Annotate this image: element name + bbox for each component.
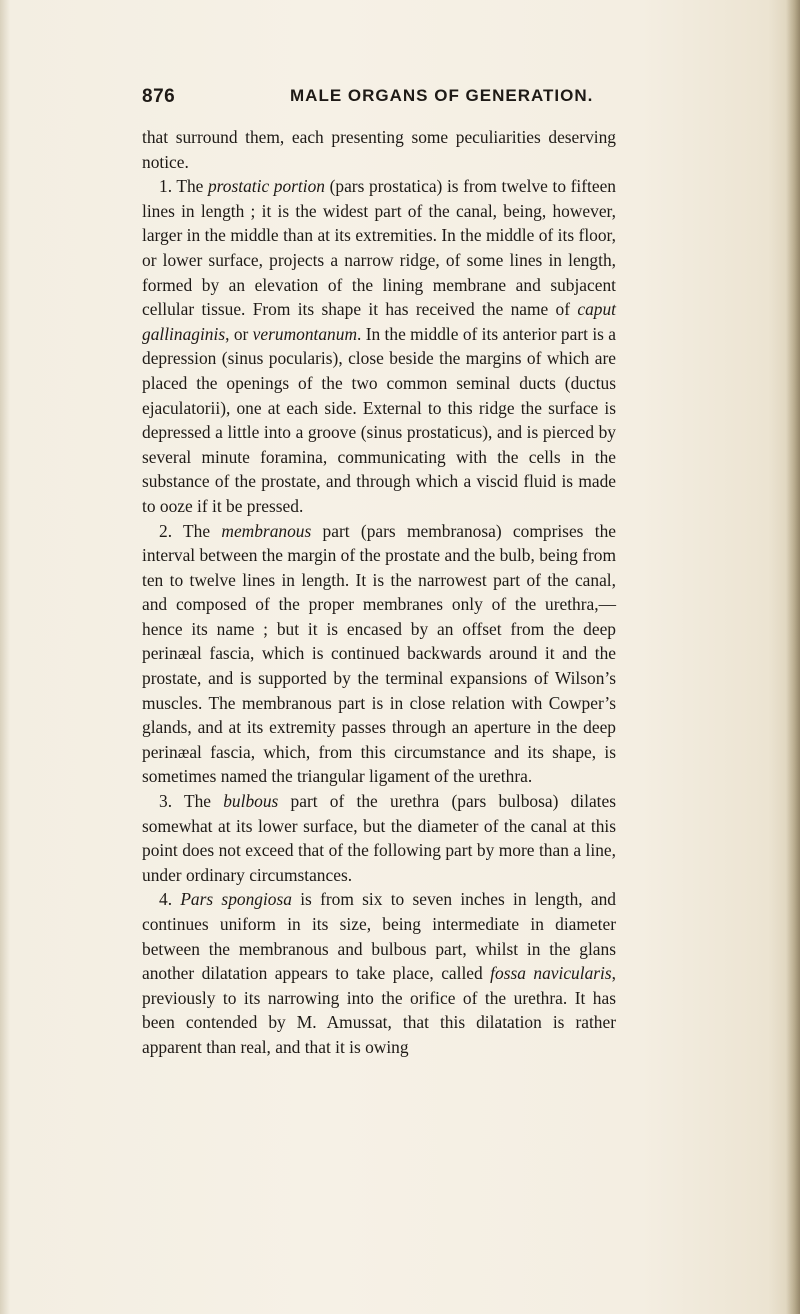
text-run: 1. The <box>159 176 208 197</box>
body-text <box>142 125 616 1060</box>
italic-term: bulbous <box>223 791 279 812</box>
text-run: , previously to its narrowing into the orifice of the urethra. It has been contended by M. Amussat, that this dilatation is rather apparent than real, and that it is owing <box>142 963 616 1057</box>
text-run: 2. The <box>159 520 222 541</box>
text-run: 3. The <box>159 791 224 812</box>
italic-term: Pars spongiosa <box>180 889 292 910</box>
paragraph-continuation <box>142 125 616 174</box>
running-title: MALE ORGANS OF GENERATION. <box>290 86 594 105</box>
text-run: that surround them, each presenting some peculiarities deserving notice. <box>142 127 616 172</box>
page-gutter-shadow <box>0 0 10 1314</box>
italic-term: membranous <box>221 520 312 541</box>
paragraph-membranous-part <box>142 519 616 790</box>
paragraph-prostatic-portion <box>142 174 616 518</box>
paragraph-pars-spongiosa <box>142 887 616 1059</box>
text-run: 4. <box>159 889 181 910</box>
text-run: is from six to seven inches in length, and continues uniform in its size, being intermediate in diameter between the membranous and bulbous part, whilst in the glans another dilatation appears to take place, called <box>142 889 616 984</box>
page-header <box>142 86 616 116</box>
italic-term: prostatic portion <box>207 176 325 197</box>
text-run: part of the urethra (pars bulbosa) dilates somewhat at its lower surface, but the diameter of the canal at this point does not exceed that of the following part by more than a line, under ordinary circumstances. <box>142 791 616 885</box>
text-run: (pars prostatica) is from twelve to fifteen lines in length ; it is the widest part of the canal, being, however, larger in the middle than at its extremities. In the middle of its floor, or lower surface, projects a narrow ridge, of some lines in length, formed by an elevation of the lining membrane and subjacent cellular tissue. From its shape it has received the name of <box>142 176 617 320</box>
text-run: . In the middle of its anterior part is a depression (sinus pocularis), close beside the margins of which are placed the openings of the two common seminal ducts (ductus ejaculatorii), one at each side. External to this ridge the surface is depressed a little into a groove (sinus prostaticus), and is pierced by several minute foramina, communicating with the cells in the substance of the prostate, and through which a viscid fluid is made to ooze if it be pressed. <box>142 323 616 516</box>
italic-term: verumontanum <box>252 323 357 344</box>
paragraph-bulbous-part <box>142 789 616 887</box>
page-edge-shadow <box>786 0 800 1314</box>
text-run: part (pars membranosa) comprises the interval between the margin of the prostate and the bulb, being from ten to twelve lines in length. It is the narrowest part of the canal, and composed of the proper membranes only of the urethra,—hence its name ; but it is encased by an offset from the deep perinæal fascia, which is continued backwards around it and the prostate, and is supported by the terminal expansions of Wilson’s muscles. The membranous part is in close relation with Cowper’s glands, and at its extremity passes through an aperture in the deep perinæal fascia, which, from this circumstance and its shape, is sometimes named the triangular ligament of the urethra. <box>142 520 616 787</box>
italic-term: caput gallinaginis <box>142 299 616 344</box>
italic-term: fossa navicularis <box>490 963 612 984</box>
text-run: , or <box>225 323 253 344</box>
page-number: 876 <box>142 86 176 107</box>
